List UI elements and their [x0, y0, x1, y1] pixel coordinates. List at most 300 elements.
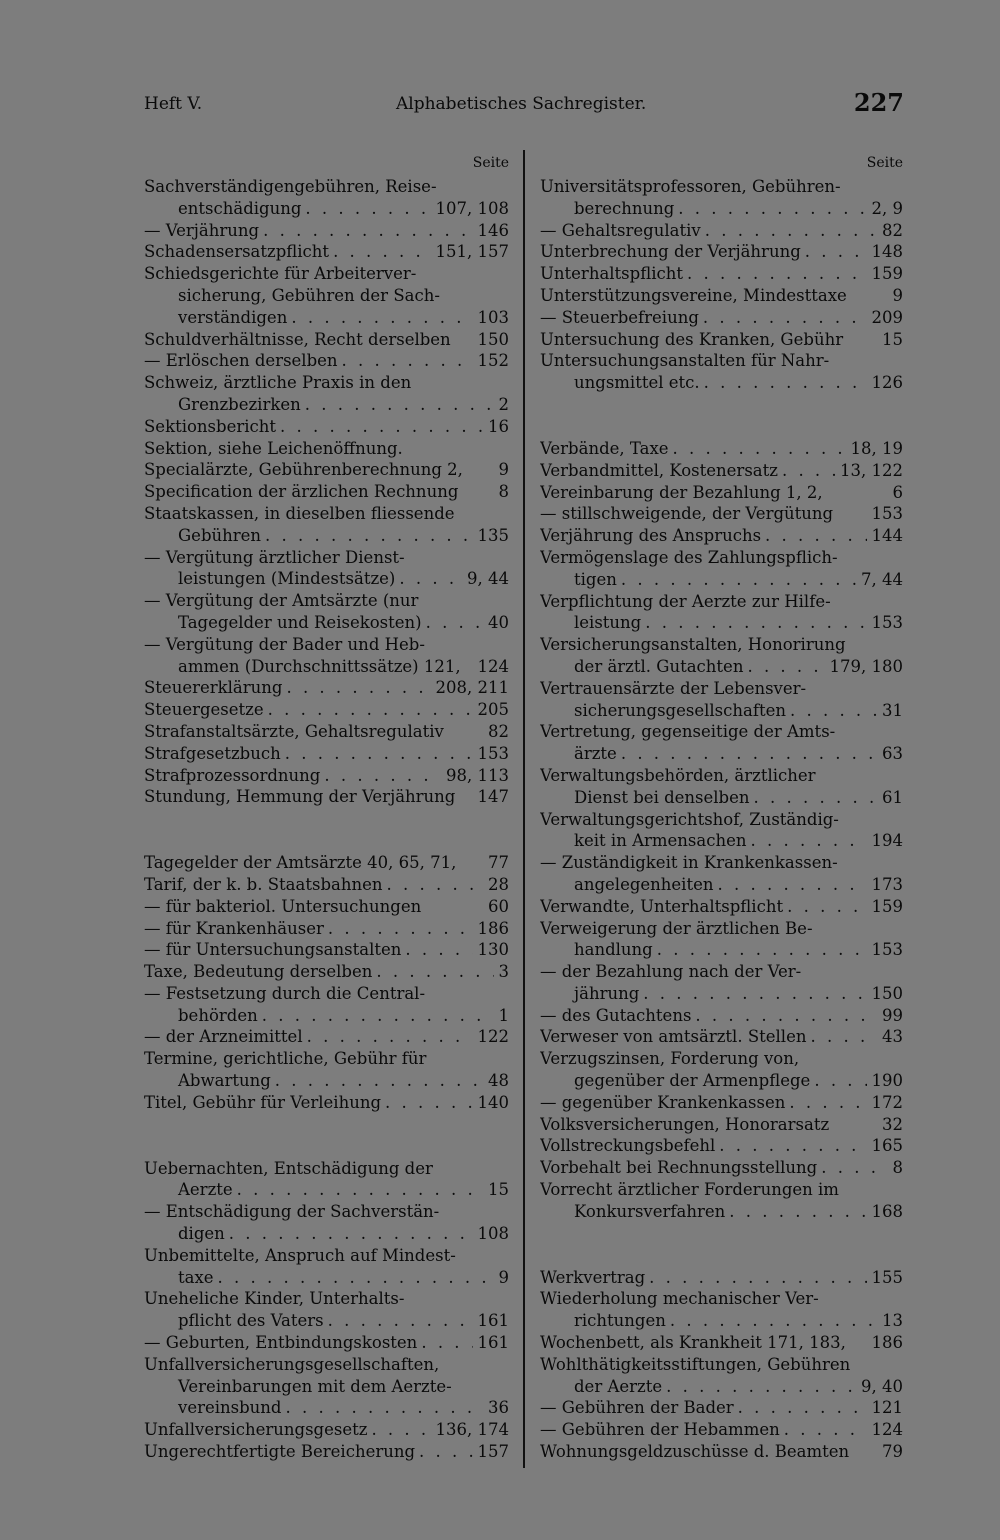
- page-ref: 190: [871, 1071, 903, 1091]
- dot-leader: [789, 1092, 866, 1114]
- dot-leader: [717, 874, 866, 896]
- entry-text: — Verjährung: [144, 220, 260, 240]
- dot-leader: [738, 1397, 867, 1419]
- index-entry-line: [540, 765, 903, 787]
- column-divider: [523, 150, 525, 1468]
- index-entry-line: [144, 394, 509, 416]
- entry-text: Werkvertrag: [540, 1267, 646, 1287]
- entry-text: — Gebühren der Bader: [540, 1398, 734, 1418]
- page-ref: 136, 174: [435, 1420, 509, 1440]
- index-entry-line: [540, 438, 903, 460]
- page-ref: 150: [871, 983, 903, 1003]
- index-entry-line: [540, 983, 903, 1005]
- dot-leader: [307, 1026, 473, 1048]
- index-entry-line: [144, 677, 509, 699]
- entry-text: Staatskassen, in dieselben fliessende: [144, 503, 455, 523]
- entry-text: — des Gutachtens: [540, 1005, 692, 1025]
- page-ref: 1: [498, 1005, 509, 1025]
- index-entry-line: [144, 1354, 509, 1376]
- page-ref: 173: [871, 874, 903, 894]
- index-entry-line: [144, 568, 509, 590]
- entry-text: Vermögenslage des Zahlungspflich-: [540, 547, 838, 567]
- page-ref: 15: [882, 329, 903, 349]
- running-head-title: Alphabetisches Sachregister.: [396, 94, 647, 114]
- index-entry-line: [540, 525, 903, 547]
- page-ref: 77: [488, 853, 509, 873]
- index-column-left: [144, 150, 509, 1463]
- index-entry-line: [540, 743, 903, 765]
- page-ref: 152: [477, 351, 509, 371]
- index-entry-line: [540, 198, 903, 220]
- page-ref: 153: [871, 504, 903, 524]
- section-gap: [540, 394, 903, 438]
- page-ref: 194: [871, 831, 903, 851]
- entry-text: Aerzte: [178, 1180, 233, 1200]
- page-ref: 209: [871, 307, 903, 327]
- entry-text: — Entschädigung der Sachverstän-: [144, 1202, 440, 1222]
- index-entry-line: [540, 787, 903, 809]
- index-entry-line: [540, 1441, 903, 1463]
- entry-text: Schuldverhältnisse, Recht derselben: [144, 329, 451, 349]
- index-entry-line: [540, 547, 903, 569]
- page-ref: 161: [477, 1311, 509, 1331]
- index-entry-line: [144, 1419, 509, 1441]
- page-ref: 186: [477, 918, 509, 938]
- entry-text: sicherung, Gebühren der Sach-: [178, 285, 440, 305]
- entry-text: — Gebühren der Hebammen: [540, 1420, 780, 1440]
- index-entry-line: [144, 1376, 509, 1398]
- entry-text: — stillschweigende, der Vergütung: [540, 504, 834, 524]
- dot-leader: [784, 1419, 867, 1441]
- dot-leader: [405, 939, 472, 961]
- index-entry-line: [144, 1092, 509, 1114]
- entry-text: Steuererklärung: [144, 678, 283, 698]
- index-entry-line: [144, 416, 509, 438]
- index-entry-line: [540, 1397, 903, 1419]
- entry-text: Verbände, Taxe: [540, 438, 669, 458]
- index-entry-line: [144, 1245, 509, 1267]
- page-ref: 140: [477, 1092, 509, 1112]
- index-entry-line: [144, 1223, 509, 1245]
- entry-text: Schiedsgerichte für Arbeiterver-: [144, 264, 417, 284]
- entry-text: — für Untersuchungsanstalten: [144, 940, 402, 960]
- index-entry-line: [540, 656, 903, 678]
- page-ref: 13, 122: [840, 460, 903, 480]
- index-entry-line: [144, 699, 509, 721]
- dot-leader: [666, 1376, 856, 1398]
- entry-text: Verweser von amtsärztl. Stellen: [540, 1027, 807, 1047]
- entry-text: Strafanstaltsärzte, Gehaltsregulativ: [144, 721, 444, 741]
- dot-leader: [333, 241, 430, 263]
- index-entry-line: [540, 460, 903, 482]
- entry-text: Untersuchungsanstalten für Nahr-: [540, 351, 830, 371]
- entry-text: Tagegelder und Reisekosten): [178, 612, 422, 632]
- index-lines: [144, 176, 509, 1463]
- page-ref: 98, 113: [446, 765, 509, 785]
- index-entry-line: [144, 634, 509, 656]
- dot-leader: [286, 677, 430, 699]
- index-entry-line: [540, 569, 903, 591]
- index-entry-line: [540, 896, 903, 918]
- index-entry-line: [144, 1267, 509, 1289]
- dot-leader: [426, 612, 483, 634]
- index-entry-line: [540, 482, 903, 504]
- entry-text: Vertretung, gegenseitige der Amts-: [540, 722, 836, 742]
- page-ref: 99: [882, 1005, 903, 1025]
- page-ref: 108: [477, 1224, 509, 1244]
- entry-text: Dienst bei denselben: [574, 787, 750, 807]
- index-entry-line: [144, 1005, 509, 1027]
- page-ref: 48: [488, 1071, 509, 1091]
- page-ref: 148: [871, 242, 903, 262]
- dot-leader: [687, 263, 867, 285]
- entry-text: Sektion, siehe Leichenöffnung.: [144, 438, 403, 458]
- index-entry-line: [144, 1441, 509, 1463]
- entry-text: Untersuchung des Kranken, Gebühr: [540, 329, 844, 349]
- page-ref: 8: [498, 482, 509, 502]
- index-entry-line: [540, 329, 903, 351]
- entry-text: — der Arzneimittel: [144, 1027, 303, 1047]
- entry-text: Strafgesetzbuch: [144, 743, 281, 763]
- entry-text: Wiederholung mechanischer Ver-: [540, 1289, 819, 1309]
- dot-leader: [621, 569, 856, 591]
- index-entry-line: [144, 612, 509, 634]
- dot-leader: [421, 1332, 472, 1354]
- page-ref: 8: [892, 1158, 903, 1178]
- running-head-left: Heft V.: [144, 94, 203, 114]
- dot-leader: [328, 918, 473, 940]
- entry-text: Unterbrechung der Verjährung: [540, 242, 801, 262]
- index-entry-line: [540, 830, 903, 852]
- index-entry-line: [540, 241, 903, 263]
- entry-text: pflicht des Vaters: [178, 1311, 324, 1331]
- index-entry-line: [144, 786, 509, 808]
- dot-leader: [263, 220, 472, 242]
- entry-text: Vollstreckungsbefehl: [540, 1136, 716, 1156]
- index-entry-line: [540, 1179, 903, 1201]
- page-ref: 168: [871, 1201, 903, 1221]
- entry-text: — Vergütung der Bader und Heb-: [144, 634, 425, 654]
- dot-leader: [645, 612, 866, 634]
- entry-text: — Erlöschen derselben: [144, 351, 338, 371]
- dot-leader: [291, 307, 472, 329]
- index-entry-line: [540, 1354, 903, 1376]
- entry-text: Titel, Gebühr für Verleihung: [144, 1092, 382, 1112]
- entry-text: Unterstützungsvereine, Mindesttaxe: [540, 285, 847, 305]
- page-ref: 153: [871, 940, 903, 960]
- entry-text: Universitätsprofessoren, Gebühren-: [540, 177, 841, 196]
- entry-text: Volksversicherungen, Honorarsatz: [540, 1114, 830, 1134]
- entry-text: Stundung, Hemmung der Verjährung: [144, 787, 456, 807]
- entry-text: Unfallversicherungsgesellschaften,: [144, 1354, 440, 1374]
- dot-leader: [703, 307, 867, 329]
- index-entry-line: [540, 285, 903, 307]
- entry-text: Verwaltungsgerichtshof, Zuständig-: [540, 809, 839, 829]
- index-entry-line: [144, 525, 509, 547]
- dot-leader: [673, 438, 846, 460]
- dot-leader: [805, 241, 867, 263]
- index-entry-line: [144, 1397, 509, 1419]
- index-entry-line: [144, 503, 509, 525]
- page-ref: 126: [871, 373, 903, 393]
- dot-leader: [649, 1267, 866, 1289]
- index-entry-line: [144, 263, 509, 285]
- index-entry-line: [540, 612, 903, 634]
- index-entry-line: [144, 1332, 509, 1354]
- index-entry-line: [540, 1135, 903, 1157]
- index-entry-line: [144, 1070, 509, 1092]
- index-entry-line: [144, 918, 509, 940]
- entry-text: Vereinbarungen mit dem Aerzte-: [178, 1376, 452, 1396]
- dot-leader: [324, 765, 441, 787]
- index-entry-line: [540, 1114, 903, 1136]
- index-entry-line: [540, 634, 903, 656]
- dot-leader: [385, 1092, 472, 1114]
- page-ref: 82: [882, 220, 903, 240]
- index-entry-line: [144, 743, 509, 765]
- index-entry-line: [144, 285, 509, 307]
- page-ref: 161: [477, 1333, 509, 1353]
- index-entry-line: [540, 372, 903, 394]
- index-entry-line: [540, 1048, 903, 1070]
- entry-text: berechnung: [574, 198, 675, 218]
- page-header: [144, 88, 904, 128]
- index-entry-line: [540, 307, 903, 329]
- page-ref: 151, 157: [435, 242, 509, 262]
- index-entry-line: [540, 263, 903, 285]
- page-ref: 2, 9: [871, 198, 903, 218]
- index-entry-line: [540, 678, 903, 700]
- entry-text: Verjährung des Anspruchs: [540, 526, 762, 546]
- index-entry-line: [144, 983, 509, 1005]
- entry-text: Steuergesetze: [144, 700, 264, 720]
- dot-leader: [419, 1441, 472, 1463]
- entry-text: — Vergütung ärztlicher Dienst-: [144, 547, 405, 567]
- page-ref: 43: [882, 1027, 903, 1047]
- index-entry-line: [144, 481, 509, 503]
- entry-text: Versicherungsanstalten, Honorirung: [540, 635, 846, 655]
- page-ref: 172: [871, 1092, 903, 1112]
- dot-leader: [695, 1005, 877, 1027]
- entry-text: ammen (Durchschnittssätze) 121,: [178, 656, 461, 676]
- dot-leader: [787, 896, 866, 918]
- page-ref: 79: [882, 1442, 903, 1462]
- page-ref: 205: [477, 700, 509, 720]
- dot-leader: [814, 1070, 866, 1092]
- entry-text: Unfallversicherungsgesetz: [144, 1420, 368, 1440]
- entry-text: Verweigerung der ärztlichen Be-: [540, 918, 813, 938]
- index-entry-line: [540, 700, 903, 722]
- entry-text: ungsmittel etc.: [574, 373, 700, 393]
- entry-text: — Gehaltsregulativ: [540, 220, 701, 240]
- entry-text: Sachverständigengebühren, Reise-: [144, 177, 437, 196]
- index-entry-line: [144, 241, 509, 263]
- index-entry-line: [540, 852, 903, 874]
- page-ref: 9: [498, 1267, 509, 1287]
- entry-text: keit in Armensachen: [574, 831, 747, 851]
- entry-text: — Zuständigkeit in Krankenkassen-: [540, 853, 838, 873]
- entry-text: — Steuerbefreiung: [540, 307, 699, 327]
- index-entry-line: [540, 1288, 903, 1310]
- page-ref: 153: [871, 613, 903, 633]
- entry-text: taxe: [178, 1267, 214, 1287]
- index-entry-line: [144, 198, 509, 220]
- dot-leader: [754, 787, 877, 809]
- entry-text: Unterhaltspflicht: [540, 264, 683, 284]
- entry-text: Wohnungsgeldzuschüsse d. Beamten: [540, 1442, 850, 1462]
- page-ref: 159: [871, 264, 903, 284]
- page-ref: 146: [477, 220, 509, 240]
- page-ref: 28: [488, 874, 509, 894]
- entry-text: leistungen (Mindestsätze): [178, 569, 396, 589]
- entry-text: Vorbehalt bei Rechnungsstellung: [540, 1158, 818, 1178]
- dot-leader: [705, 220, 877, 242]
- index-entry-line: [144, 852, 509, 874]
- index-column-right: [540, 150, 903, 1463]
- index-entry-line: [540, 1267, 903, 1289]
- entry-text: digen: [178, 1224, 225, 1244]
- index-entry-line: [540, 176, 903, 198]
- page-ref: 36: [488, 1398, 509, 1418]
- entry-text: Abwartung: [178, 1071, 271, 1091]
- page-ref: 9: [892, 285, 903, 305]
- page-ref: 159: [871, 896, 903, 916]
- entry-text: — gegenüber Krankenkassen: [540, 1092, 786, 1112]
- index-entry-line: [144, 1310, 509, 1332]
- dot-leader: [280, 416, 483, 438]
- dot-leader: [657, 939, 867, 961]
- section-gap: [540, 1223, 903, 1267]
- entry-text: — Festsetzung durch die Central-: [144, 983, 426, 1003]
- entry-text: Taxe, Bedeutung derselben: [144, 962, 373, 982]
- index-entry-line: [540, 503, 903, 525]
- page-ref: 9, 40: [861, 1376, 903, 1396]
- index-entry-line: [144, 765, 509, 787]
- page-ref: 179, 180: [829, 656, 903, 676]
- entry-text: Vereinbarung der Bezahlung 1, 2,: [540, 482, 823, 502]
- entry-text: Konkursverfahren: [574, 1201, 726, 1221]
- entry-text: vereinsbund: [178, 1398, 282, 1418]
- dot-leader: [286, 1397, 484, 1419]
- page-ref: 147: [477, 787, 509, 807]
- page-ref: 32: [882, 1114, 903, 1134]
- entry-text: Grenzbezirken: [178, 394, 301, 414]
- index-entry-line: [540, 1092, 903, 1114]
- page-number: 227: [853, 88, 904, 117]
- dot-leader: [265, 525, 472, 547]
- page-ref: 15: [488, 1180, 509, 1200]
- page-ref: 61: [882, 787, 903, 807]
- index-entry-line: [144, 939, 509, 961]
- entry-text: Verwaltungsbehörden, ärztlicher: [540, 765, 816, 785]
- page-ref: 165: [871, 1136, 903, 1156]
- dot-leader: [670, 1310, 877, 1332]
- dot-leader: [765, 525, 866, 547]
- index-entry-line: [540, 591, 903, 613]
- entry-text: Vorrecht ärztlicher Forderungen im: [540, 1180, 839, 1200]
- index-entry-line: [540, 1201, 903, 1223]
- page-ref: 107, 108: [435, 198, 509, 218]
- dot-leader: [790, 700, 877, 722]
- entry-text: Vertrauensärzte der Lebensver-: [540, 678, 807, 698]
- page-ref: 63: [882, 744, 903, 764]
- index-entry-line: [540, 874, 903, 896]
- dot-leader: [821, 1157, 887, 1179]
- entry-text: Specification der ärzlichen Rechnung: [144, 482, 459, 502]
- dot-leader: [719, 1135, 866, 1157]
- page-ref: 130: [477, 940, 509, 960]
- entry-text: Tagegelder der Amtsärzte 40, 65, 71,: [144, 853, 457, 873]
- dot-leader: [305, 198, 430, 220]
- seite-label: Seite: [472, 155, 509, 171]
- entry-text: Strafprozessordnung: [144, 765, 321, 785]
- entry-text: — Vergütung der Amtsärzte (nur: [144, 591, 419, 611]
- dot-leader: [342, 350, 473, 372]
- entry-text: ärzte: [574, 744, 617, 764]
- entry-text: tigen: [574, 569, 617, 589]
- page-ref: 82: [488, 721, 509, 741]
- entry-text: Ungerechtfertigte Bereicherung: [144, 1442, 416, 1462]
- section-gap: [144, 808, 509, 852]
- page-ref: 124: [871, 1420, 903, 1440]
- index-entry-line: [144, 350, 509, 372]
- page-ref: 153: [477, 743, 509, 763]
- section-gap: [144, 1114, 509, 1158]
- index-entry-line: [144, 372, 509, 394]
- page-ref: 103: [477, 307, 509, 327]
- entry-text: — Geburten, Entbindungskosten: [144, 1333, 418, 1353]
- page-ref: 121: [871, 1398, 903, 1418]
- entry-text: — für bakteriol. Untersuchungen: [144, 896, 422, 916]
- dot-leader: [750, 830, 866, 852]
- index-entry-line: [540, 809, 903, 831]
- dot-leader: [621, 743, 877, 765]
- index-entry-line: [540, 350, 903, 372]
- page-ref: 16: [488, 416, 509, 436]
- entry-text: Unbemittelte, Anspruch auf Mindest-: [144, 1245, 456, 1265]
- dot-leader: [376, 961, 493, 983]
- entry-text: sicherungsgesellschaften: [574, 700, 786, 720]
- index-entry-line: [144, 1158, 509, 1180]
- page-ref: 7, 44: [861, 569, 903, 589]
- dot-leader: [387, 874, 484, 896]
- dot-leader: [262, 1005, 494, 1027]
- entry-text: — für Krankenhäuser: [144, 918, 324, 938]
- index-entry-line: [540, 1419, 903, 1441]
- index-entry-line: [540, 1026, 903, 1048]
- index-entry-line: [144, 459, 509, 481]
- dot-leader: [218, 1267, 494, 1289]
- page-ref: 124: [477, 656, 509, 676]
- dot-leader: [275, 1070, 483, 1092]
- index-entry-line: [144, 220, 509, 242]
- entry-text: Schadensersatzpflicht: [144, 242, 330, 262]
- page-ref: 186: [871, 1333, 903, 1353]
- entry-text: Termine, gerichtliche, Gebühr für: [144, 1049, 427, 1069]
- seite-label: Seite: [866, 155, 903, 171]
- entry-text: leistung: [574, 613, 642, 633]
- index-entry-line: [540, 918, 903, 940]
- page-ref: 6: [892, 482, 903, 502]
- entry-text: Uebernachten, Entschädigung der: [144, 1158, 433, 1178]
- entry-text: Gebühren: [178, 525, 262, 545]
- dot-leader: [782, 460, 835, 482]
- dot-leader: [371, 1419, 430, 1441]
- page-ref: 40: [488, 612, 509, 632]
- index-entry-line: [144, 307, 509, 329]
- entry-text: verständigen: [178, 307, 288, 327]
- index-entry-line: [540, 1070, 903, 1092]
